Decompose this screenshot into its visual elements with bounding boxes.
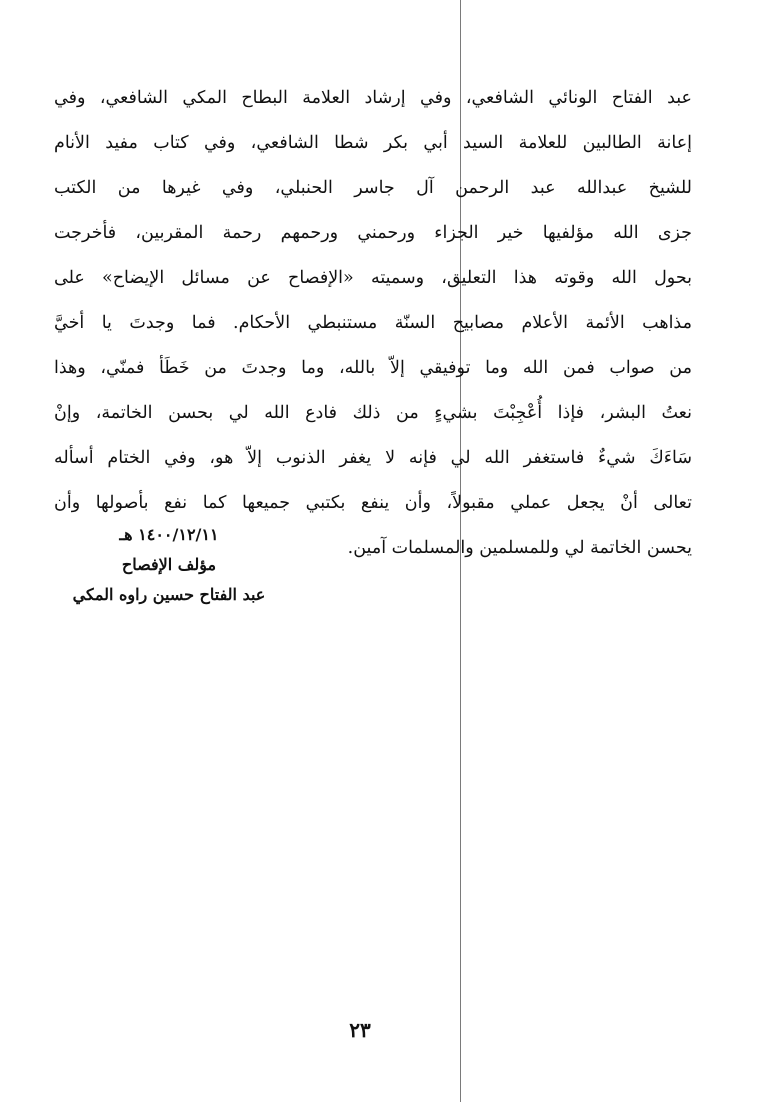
text-line: مذاهب الأئمة الأعلام مصابيح السنّة مستنبطي الأحكام. فما وجدتَ يا أخيَّ: [54, 313, 692, 333]
text-line: يحسن الخاتمة لي وللمسلمين والمسلمات آمين.: [347, 538, 692, 558]
text-line: للشيخ عبدالله عبد الرحمن آل جاسر الحنبلي، وفي غيرها من الكتب: [54, 178, 692, 198]
text-line: سَاءَكَ شيءٌ فاستغفر الله لي فإنه لا يغفر الذنوب إلاّ هو، وفي الختام أسأله: [54, 448, 692, 468]
text-line: جزى الله مؤلفيها خير الجزاء ورحمني ورحمهم رحمة المقربين، فأخرجت: [54, 223, 692, 243]
signature-block: [54, 520, 284, 610]
text-line: إعانة الطالبين للعلامة السيد أبي بكر شطا الشافعي، وفي كتاب مفيد الأنام: [54, 133, 692, 153]
text-line: تعالى أنْ يجعل عملي مقبولاً، وأن ينفع بكتبي جميعها كما نفع بأصولها وأن: [54, 493, 692, 513]
text-line: نعتُ البشر، فإذا أُعْجِبْتَ بشيءٍ من ذلك فادع الله لي بحسن الخاتمة، وإنْ: [54, 403, 692, 423]
signature-date: ١٤٠٠/١٢/١١ هـ: [119, 525, 219, 544]
text-line: بحول الله وقوته هذا التعليق، وسميته «الإفصاح عن مسائل الإيضاح» على: [54, 268, 692, 288]
text-line: من صواب فمن الله وما توفيقي إلاّ بالله، وما وجدتَ من خَطَأ فمنّي، وهذا: [54, 358, 692, 378]
body-paragraph: [54, 76, 692, 571]
signature-role: مؤلف الإفصاح: [121, 555, 217, 574]
signature-name: عبد الفتاح حسين راوه المكي: [72, 585, 266, 604]
page-number: ٢٣: [349, 1018, 371, 1042]
text-line: عبد الفتاح الونائي الشافعي، وفي إرشاد العلامة البطاح المكي الشافعي، وفي: [54, 88, 692, 108]
